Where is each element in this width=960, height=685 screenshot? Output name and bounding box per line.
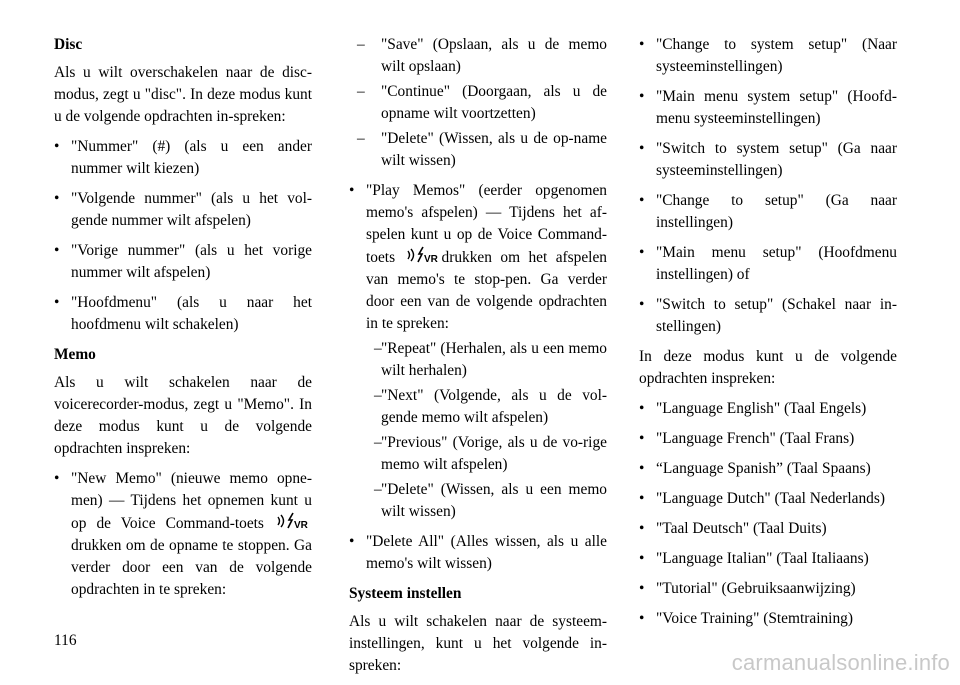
list-item: • "Delete All" (Alles wissen, als u alle memo's wilt wissen) — [349, 531, 607, 575]
list-item: • "Language French" (Taal Frans) — [639, 428, 897, 450]
list-item: • "Taal Deutsch" (Taal Duits) — [639, 518, 897, 540]
list-item: • "Nummer" (#) (als u een ander nummer wilt kiezen) — [54, 136, 312, 180]
new-memo-item — [54, 468, 312, 601]
list-item: • "Change to setup" (Ga naar instellingen) — [639, 190, 897, 234]
page-number: 116 — [54, 632, 77, 649]
list-item: • "Volgende nummer" (als u het vol-gende nummer wilt afspelen) — [54, 188, 312, 232]
column-right — [639, 34, 897, 638]
heading-memo: Memo — [54, 346, 96, 363]
list-item: • "Main menu setup" (Hoofdmenu instellingen) of — [639, 242, 897, 286]
memo-command-list — [54, 468, 312, 601]
column-left — [54, 34, 312, 609]
heading-systeem-instellen: Systeem instellen — [349, 585, 462, 602]
list-item: – "Repeat" (Herhalen, als u een memo wilt herhalen) — [366, 338, 607, 382]
memo-command-list-continued — [349, 180, 607, 575]
play-memos-subcommand-list — [366, 338, 607, 523]
language-command-list — [639, 398, 897, 630]
column-middle — [349, 34, 607, 685]
list-item: • "Language English" (Taal Engels) — [639, 398, 897, 420]
new-memo-subcommand-list — [349, 34, 607, 172]
list-item: • "Tutorial" (Gebruiksaanwijzing) — [639, 578, 897, 600]
svg-text:VR: VR — [423, 254, 438, 265]
new-memo-text-b: drukken om de opname te stoppen. Ga verder door een van de volgende opdrachten in te spreken: — [71, 537, 312, 598]
list-item: • "Hoofdmenu" (als u naar het hoofdmenu wilt schakelen) — [54, 292, 312, 336]
list-item: – "Next" (Volgende, als u de vol-gende memo wilt afspelen) — [366, 385, 607, 429]
list-item: • "Voice Training" (Stemtraining) — [639, 608, 897, 630]
new-memo-text-a: "New Memo" (nieuwe memo opne-men) — Tijdens het opnemen kunt u op de Voice Command-toets — [71, 470, 312, 532]
list-item: – "Delete" (Wissen, als u een memo wilt wissen) — [366, 479, 607, 523]
disc-command-list — [54, 136, 312, 336]
memo-intro: Als u wilt schakelen naar de voicerecorder-modus, zegt u "Memo". In deze modus kunt u de volgende opdrachten inspreken: — [54, 374, 312, 457]
play-memos-item — [349, 180, 607, 523]
svg-text:VR: VR — [294, 520, 308, 531]
setup-command-list — [639, 34, 897, 338]
list-item: – "Previous" (Vorige, als u de vo-rige memo wilt afspelen) — [366, 432, 607, 476]
list-item: – "Continue" (Doorgaan, als u de opname wilt voortzetten) — [349, 81, 607, 125]
play-memos-text-b: drukken om het afspelen van memo's te stop-pen. Ga verder door een van de volgende opdrachten in te spreken: — [366, 249, 607, 332]
list-item: • "Language Dutch" (Taal Nederlands) — [639, 488, 897, 510]
watermark: carmanualsonline.info — [731, 650, 950, 675]
list-item: – "Delete" (Wissen, als u de op-name wilt wissen) — [349, 128, 607, 172]
list-item: • "Change to system setup" (Naar systeeminstellingen) — [639, 34, 897, 78]
voice-command-vr-icon — [276, 512, 310, 532]
list-item: – "Save" (Opslaan, als u de memo wilt opslaan) — [349, 34, 607, 78]
list-item: • "Switch to system setup" (Ga naar systeeminstellingen) — [639, 138, 897, 182]
play-memos-text-a: "Play Memos" (eerder opgenomen memo's afspelen) — Tijdens het af-spelen kunt u op de Voice Command-toets — [366, 182, 607, 266]
list-item: • "Language Italian" (Taal Italiaans) — [639, 548, 897, 570]
list-item: • “Language Spanish” (Taal Spaans) — [639, 458, 897, 480]
list-item: • "Switch to setup" (Schakel naar in-stellingen) — [639, 294, 897, 338]
mode-intro: In deze modus kunt u de volgende opdrachten inspreken: — [639, 348, 897, 387]
systeem-intro: Als u wilt schakelen naar de systeem-instellingen, kunt u het volgende in-spreken: — [349, 613, 607, 674]
list-item: • "Vorige nummer" (als u het vorige nummer wilt afspelen) — [54, 240, 312, 284]
heading-disc: Disc — [54, 36, 83, 53]
disc-intro: Als u wilt overschakelen naar de disc-modus, zegt u "disc". In deze modus kunt u de volgende opdrachten in-spreken: — [54, 64, 312, 125]
list-item: • "Main menu system setup" (Hoofd-menu systeeminstellingen) — [639, 86, 897, 130]
voice-command-vr-icon — [406, 246, 440, 266]
